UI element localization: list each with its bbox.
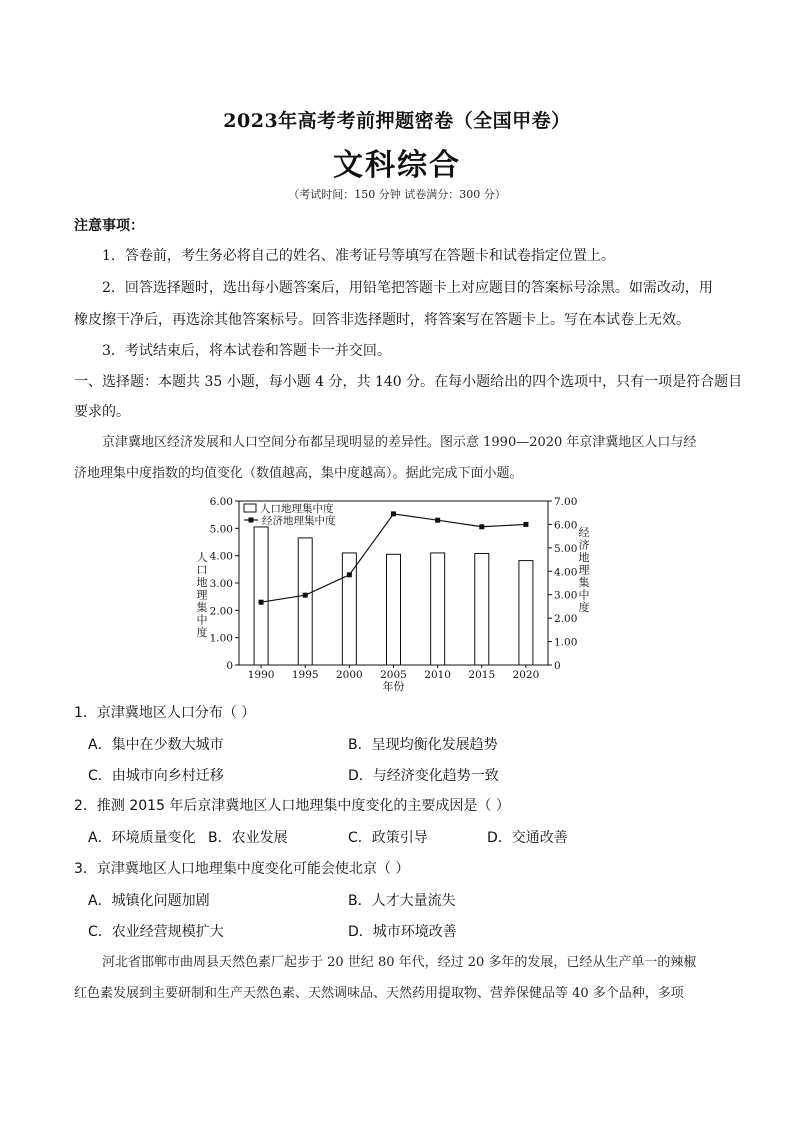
legend-bar-label: 人口地理集中度 xyxy=(260,503,334,515)
legend-line-label: 经济地理集中度 xyxy=(262,515,336,527)
exam-info: （考试时间：150 分钟 试卷满分：300 分） xyxy=(288,188,506,201)
bar xyxy=(342,553,356,665)
y-axis-label-left: 中 xyxy=(196,613,208,627)
exam-title: 2023年高考考前押题密卷（全国甲卷） xyxy=(223,110,571,132)
left-tick-label: 6.00 xyxy=(209,496,233,508)
line-point xyxy=(347,572,352,577)
bar xyxy=(298,538,312,665)
left-tick-label: 5.00 xyxy=(209,523,233,536)
right-tick-label: 2.00 xyxy=(554,613,578,626)
q1-option-a[interactable]: A．集中在少数大城市 xyxy=(88,737,224,753)
notice-title: 注意事项： xyxy=(74,218,144,234)
section-heading: 一、选择题：本题共 35 小题，每小题 4 分，共 140 分。在每小题给出的四个选项中，只有一项是符合题目 xyxy=(74,374,743,390)
line-point xyxy=(523,522,528,527)
q3-option-b[interactable]: B．人才大量流失 xyxy=(348,893,456,909)
left-tick-label: 3.00 xyxy=(209,578,233,590)
y-axis-label-right: 经 xyxy=(578,526,590,539)
legend-bar-swatch xyxy=(244,504,256,512)
notice-item-2-cont: 橡皮擦干净后，再选涂其他答案标号。回答非选择题时，将答案写在答题卡上。写在本试卷上无效。 xyxy=(74,312,690,328)
x-tick-label: 2000 xyxy=(335,669,363,681)
q1-option-d[interactable]: D．与经济变化趋势一致 xyxy=(348,768,499,784)
notice-item-3: 3．考试结束后，将本试卷和答题卡一并交回。 xyxy=(102,343,391,359)
right-tick-label: 3.00 xyxy=(554,589,578,602)
x-tick-label: 2010 xyxy=(424,669,452,681)
y-axis-label-right: 度 xyxy=(578,601,590,614)
section-heading-cont: 要求的。 xyxy=(74,404,130,420)
bar xyxy=(475,553,489,665)
right-tick-label: 6.00 xyxy=(554,519,578,532)
q1-option-b[interactable]: B．呈现均衡化发展趋势 xyxy=(348,737,498,753)
q3-option-c[interactable]: C．农业经营规模扩大 xyxy=(88,924,224,940)
line-point xyxy=(435,518,440,523)
right-tick-label: 7.00 xyxy=(554,496,578,508)
notice-item-1: 1．答卷前，考生务必将自己的姓名、准考证号等填写在答题卡和试卷指定位置上。 xyxy=(102,248,615,264)
y-axis-label-left: 理 xyxy=(196,588,208,602)
bar xyxy=(254,527,268,665)
y-axis-label-left: 度 xyxy=(196,626,208,639)
y-axis-label-right: 理 xyxy=(578,563,590,577)
question-1-stem: 1．京津冀地区人口分布（ ） xyxy=(74,705,256,721)
q1-option-c[interactable]: C．由城市向乡村迁移 xyxy=(88,768,224,784)
passage1-line1: 京津冀地区经济发展和人口空间分布都呈现明显的差异性。图示意 1990—2020 年京津冀地区人口与经 xyxy=(102,435,697,450)
x-axis-label: 年份 xyxy=(382,680,405,693)
question-3-stem: 3．京津冀地区人口地理集中度变化可能会使北京（ ） xyxy=(74,861,410,877)
q2-option-b[interactable]: B．农业发展 xyxy=(208,830,288,846)
x-tick-label: 2005 xyxy=(380,669,407,681)
right-tick-label: 0 xyxy=(554,660,561,672)
y-axis-label-left: 集 xyxy=(196,601,208,614)
y-axis-label-left: 地 xyxy=(196,576,208,589)
legend-line-marker xyxy=(249,518,254,523)
y-axis-label-right: 济 xyxy=(578,538,590,552)
bar xyxy=(431,553,445,665)
y-axis-label-right: 中 xyxy=(578,588,590,602)
left-tick-label: 4.00 xyxy=(209,550,233,563)
notice-item-2: 2．回答选择题时，选出每小题答案后，用铅笔把答题卡上对应题目的答案标号涂黑。如需改动，用 xyxy=(102,280,713,296)
y-axis-label-right: 集 xyxy=(578,576,590,589)
q2-option-c[interactable]: C．政策引导 xyxy=(348,830,428,846)
x-tick-label: 1990 xyxy=(247,669,275,681)
question-2-stem: 2．推测 2015 年后京津冀地区人口地理集中度变化的主要成因是（ ） xyxy=(74,798,510,814)
y-axis-label-left: 口 xyxy=(196,563,208,577)
right-tick-label: 1.00 xyxy=(554,636,578,649)
left-tick-label: 1.00 xyxy=(209,632,233,645)
passage2-line2: 红色素发展到主要研制和生产天然色素、天然调味品、天然药用提取物、营养保健品等 40 多个品种，多项 xyxy=(74,986,684,1001)
subject-title: 文科综合 xyxy=(333,148,461,183)
passage2-line1: 河北省邯郸市曲周县天然色素厂起步于 20 世纪 80 年代，经过 20 多年的发展，已经从生产单一的辣椒 xyxy=(102,955,697,970)
x-tick-label: 1995 xyxy=(291,669,319,681)
line-point xyxy=(391,511,396,516)
y-axis-label-right: 地 xyxy=(578,551,590,564)
line-point xyxy=(479,524,484,529)
q2-option-d[interactable]: D．交通改善 xyxy=(487,830,568,846)
bar xyxy=(519,561,533,665)
passage1-line2: 济地理集中度指数的均值变化（数值越高，集中度越高）。据此完成下面小题。 xyxy=(74,466,523,481)
q2-option-a[interactable]: A．环境质量变化 xyxy=(88,830,196,846)
right-tick-label: 4.00 xyxy=(554,566,578,579)
y-axis-label-left: 人 xyxy=(196,551,208,564)
q3-option-d[interactable]: D．城市环境改善 xyxy=(348,924,457,940)
left-tick-label: 2.00 xyxy=(209,605,233,618)
line-point xyxy=(259,600,264,605)
left-tick-label: 0 xyxy=(226,660,233,672)
line-point xyxy=(303,593,308,598)
x-tick-label: 2015 xyxy=(468,669,496,681)
q3-option-a[interactable]: A．城镇化问题加剧 xyxy=(88,893,210,909)
bar xyxy=(387,554,401,665)
right-tick-label: 5.00 xyxy=(554,542,578,555)
x-tick-label: 2020 xyxy=(512,669,540,681)
